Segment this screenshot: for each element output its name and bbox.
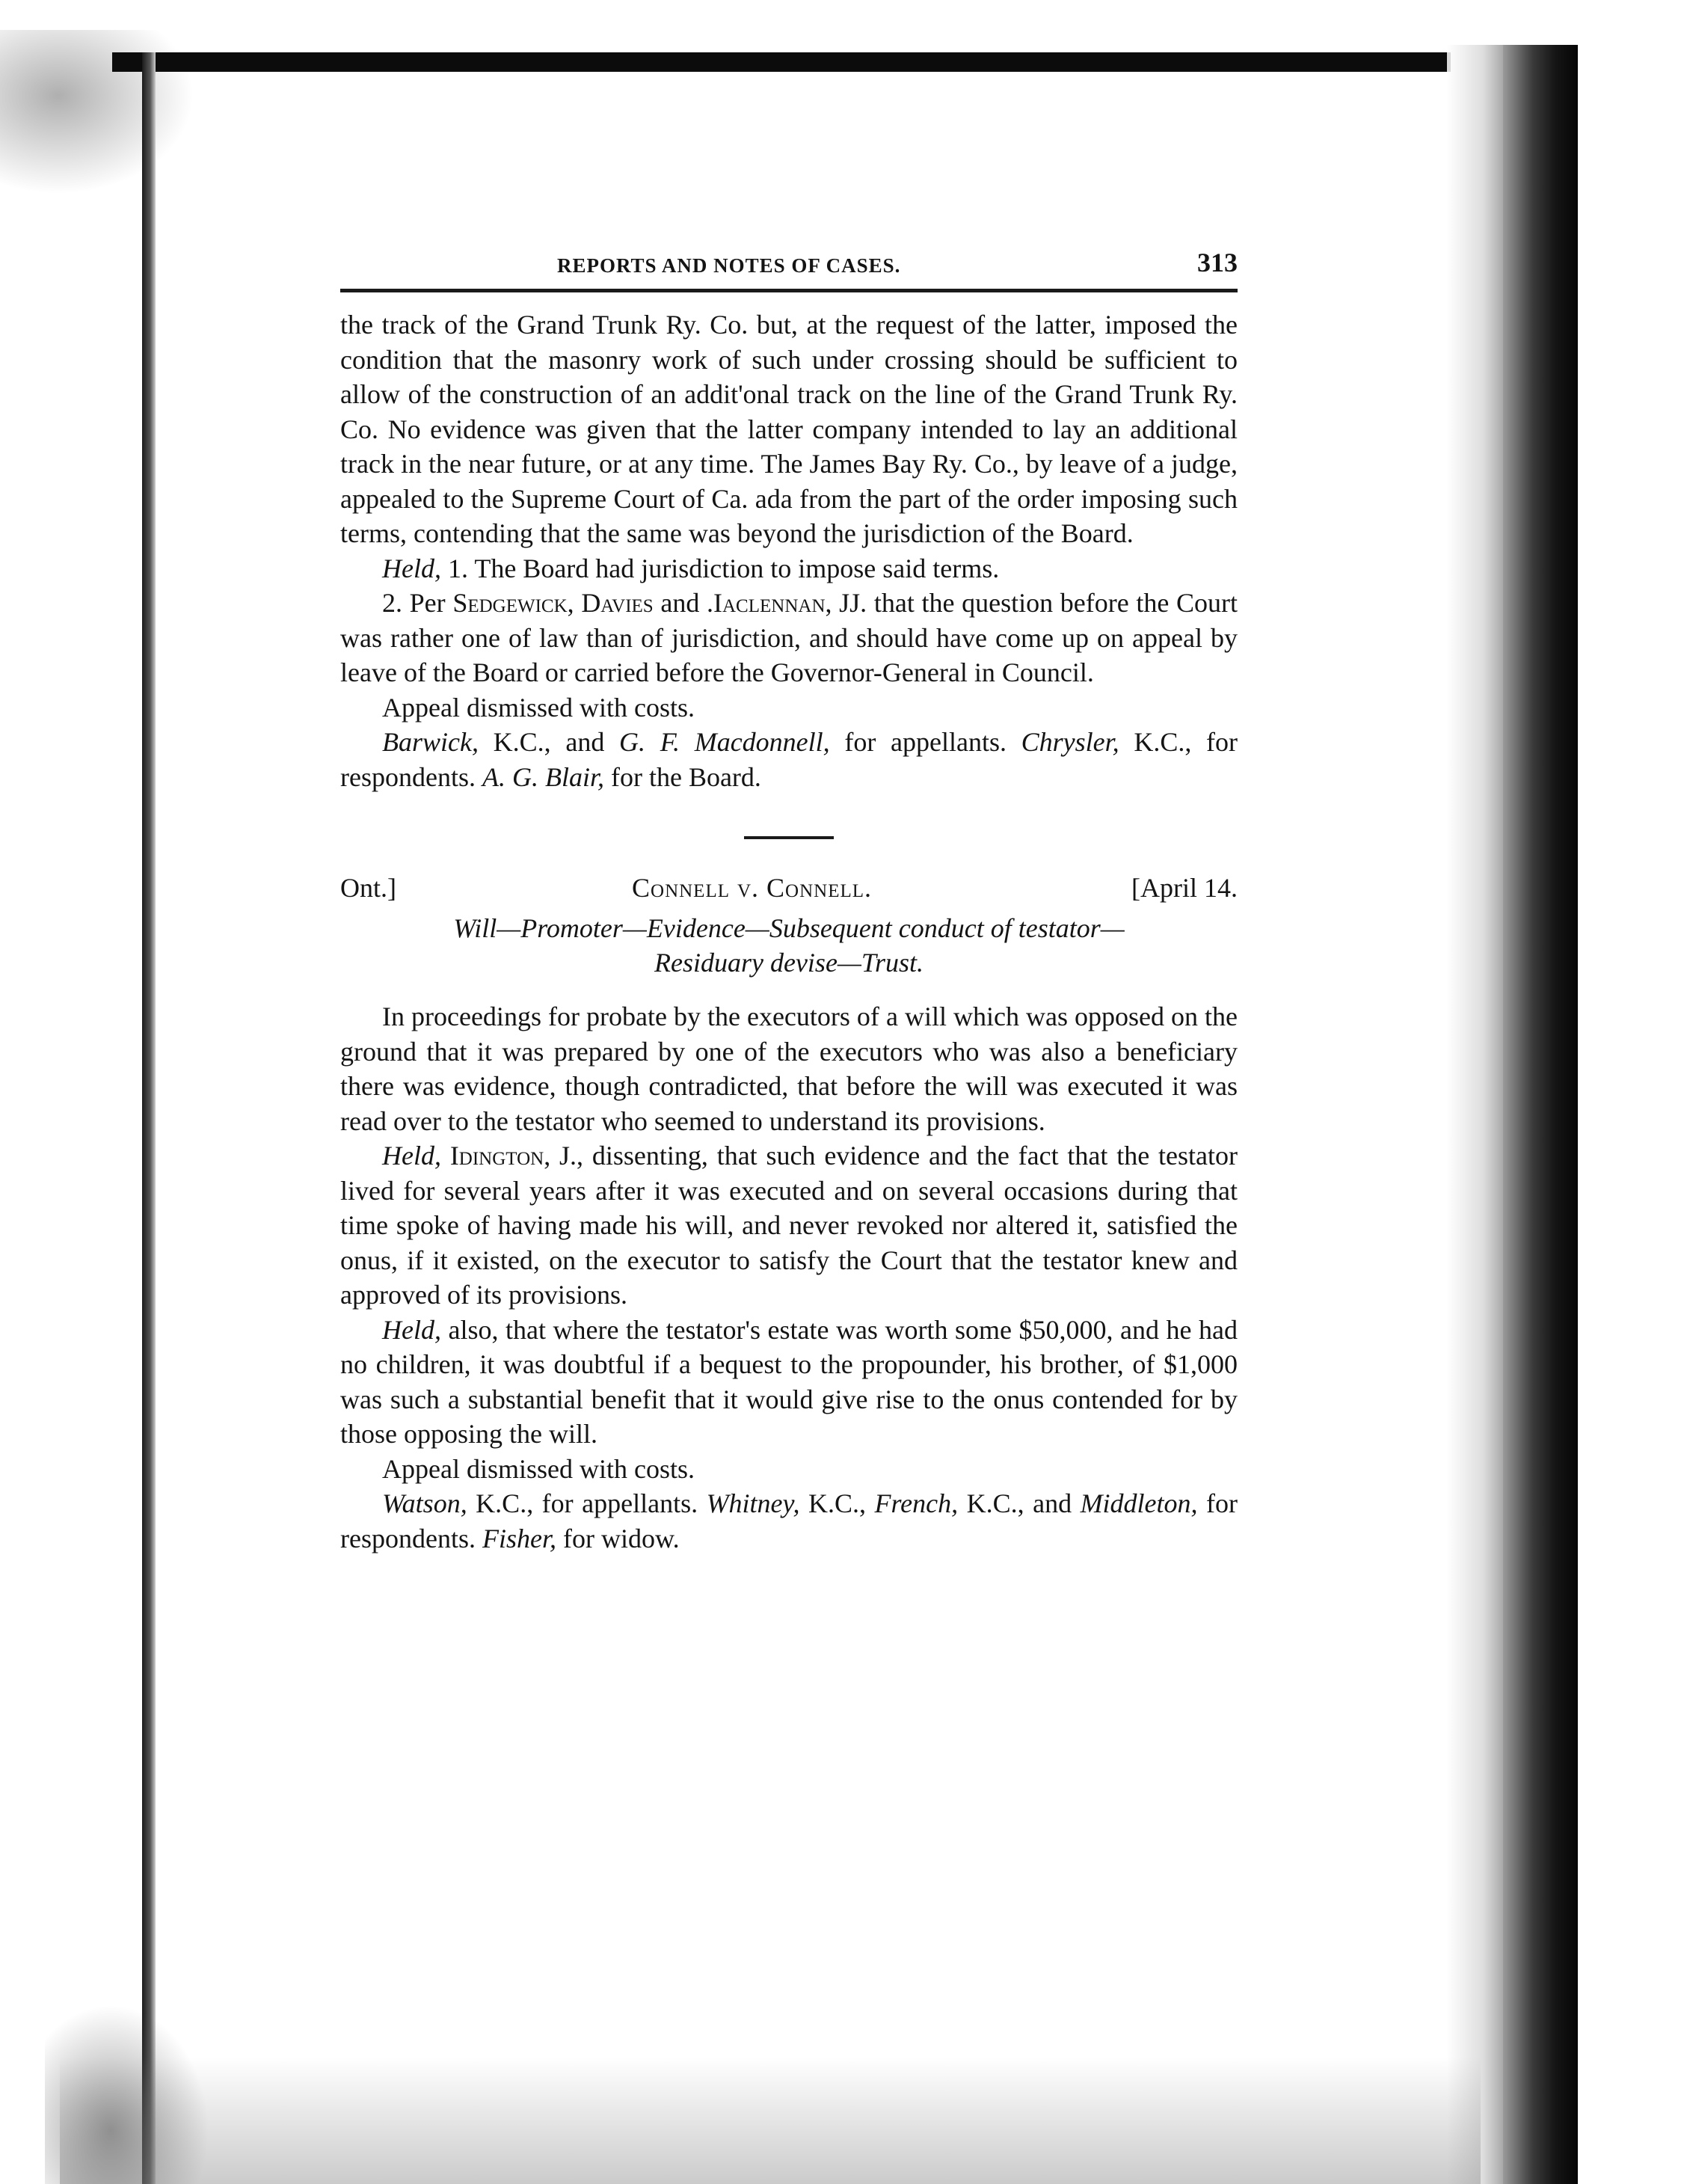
counsel-role: K.C., [799,1488,875,1518]
case-title: Connell v. Connell. [632,873,873,903]
counsel-name: French, [874,1488,959,1518]
page-header [340,247,1238,284]
held-text: 1. The Board had jurisdiction to impose said terms. [440,553,1000,583]
counsel-role: K.C., for appellants. [467,1488,707,1518]
case1-held-1 [340,551,1238,586]
book-edge-right [1503,45,1578,2184]
case2-held-2 [340,1313,1238,1452]
counsel-role: K.C., for respondents. [340,727,1238,792]
book-edge-top [112,52,1451,72]
counsel-name: A. G. Blair, [482,761,604,792]
catchwords-line: Residuary devise—Trust. [654,948,924,978]
case-province: Ont.] [340,873,396,903]
counsel-role: for appellants. [829,727,1021,757]
held-text: , JJ. that the question before the Court was rather one of law than of jurisdiction, and should have come up on appeal by leave of the Board or carried before the Governor-General in Council. [340,588,1238,687]
case-separator-rule [744,836,834,839]
scan-shadow-bottom-left [45,2004,209,2184]
case2-heading [340,872,1238,908]
counsel-role: K.C., and [958,1488,1081,1518]
case2-held-1 [340,1138,1238,1313]
case-date: [April 14. [1131,873,1238,903]
catchwords-line: Will—Promoter—Evidence—Subsequent conduct of testator— [453,913,1125,943]
case2-disposition: Appeal dismissed with costs. [382,1453,695,1484]
page-stack-edge [1447,45,1507,2184]
held-label: Held, [382,553,441,583]
held-text: also, that where the testator's estate was worth some $50,000, and he had no children, it was doubtful if a bequest to the propounder, his brother, of $1,000 was such a substantial benefit that it would give rise to the onus contended for by those opposing the will. [340,1314,1238,1449]
counsel-name: Fisher, [482,1523,556,1553]
scan-margin-right [1578,45,1684,2184]
held-text: , J., dissenting, that such evidence and the fact that the testator lived for several years after it was executed and on several occasions during that time spoke of having made his will, and never revoked nor altered it, satisfied the onus, if it existed, on the executor to satisfy the Court that the testator knew and approved of its provisions. [340,1141,1238,1310]
running-head: REPORTS AND NOTES OF CASES. [557,254,901,277]
held-label: Held, [382,1141,441,1171]
judge-name: Idington [449,1141,544,1171]
held-label: Held, [382,1314,441,1345]
held-prefix: 2. Per [382,588,453,618]
header-rule [340,289,1238,292]
document-page [340,247,1238,1556]
separator: , [567,588,582,618]
judge-name: .Iaclennan [707,588,826,618]
case2-catchwords [340,911,1238,980]
counsel-name: Whitney, [706,1488,800,1518]
case1-held-2 [340,586,1238,690]
counsel-name: Middleton, [1080,1488,1198,1518]
counsel-role: K.C., and [478,727,620,757]
counsel-name: Watson, [382,1488,467,1518]
scan-shadow-bottom [60,2057,1481,2184]
case1-paragraph: the track of the Grand Trunk Ry. Co. but, at the request of the latter, imposed the condition that the masonry work of such under crossing should be sufficient to allow of the construction of an addit'onal track on the line of the Grand Trunk Ry. Co. No evidence was given that the latter company intended to lay an additional track in the near future, or at any time. The James Bay Ry. Co., by leave of a judge, appealed to the Supreme Court of Ca. ada from the part of the order imposing such terms, contending that the same was beyond the jurisdiction of the Board. [340,310,1238,548]
counsel-name: Chrysler, [1021,727,1119,757]
counsel-role: for widow. [556,1523,680,1553]
counsel-role: for the Board. [603,761,761,792]
case1-counsel [340,725,1238,794]
counsel-role: for respondents. [340,1488,1238,1553]
judge-name: Sedgewick [452,588,568,618]
case2-facts: In proceedings for probate by the executors of a will which was opposed on the ground that it was prepared by one of the executors who was also a beneficiary there was evidence, though contradicted, that before the will was executed it was read over to the testator who seemed to understand its provisions. [340,1001,1238,1136]
book-edge-left [142,52,156,2184]
case2-counsel [340,1486,1238,1556]
case1-disposition: Appeal dismissed with costs. [382,692,695,723]
counsel-name: G. F. Macdonnell, [619,727,830,757]
separator: and [653,588,707,618]
judge-name: Davies [581,588,654,618]
counsel-name: Barwick, [382,727,479,757]
page-number: 313 [1197,248,1238,277]
